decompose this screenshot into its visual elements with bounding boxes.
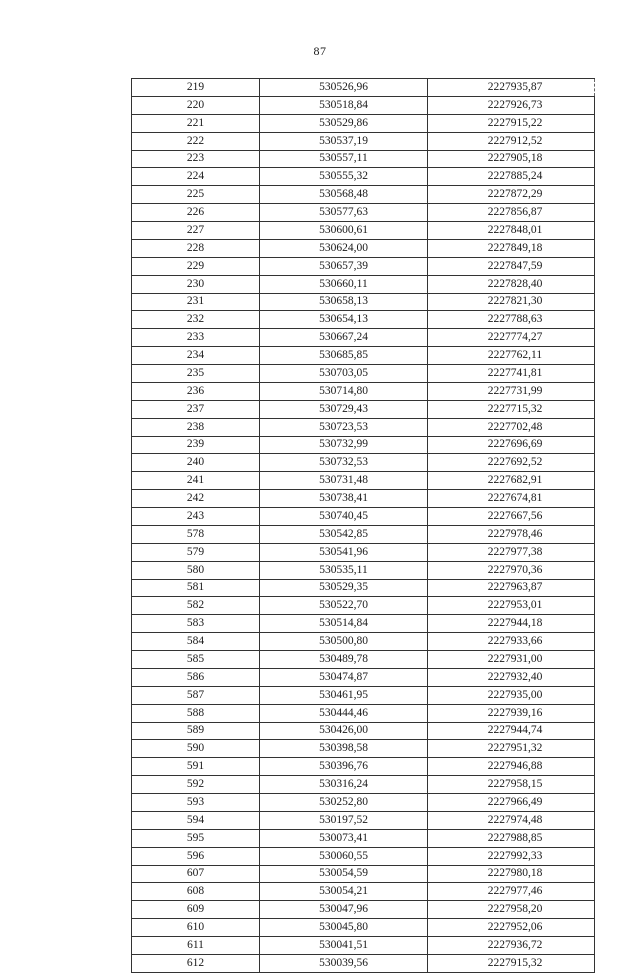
x-coordinate-cell: 530557,11 [260, 150, 428, 168]
x-coordinate-cell: 530577,63 [260, 204, 428, 222]
x-coordinate-cell: 530054,21 [260, 883, 428, 901]
point-number-cell: 221 [132, 114, 260, 132]
x-coordinate-cell: 530600,61 [260, 222, 428, 240]
table-row [132, 668, 595, 686]
x-coordinate-cell: 530054,59 [260, 865, 428, 883]
point-number-cell: 583 [132, 615, 260, 633]
y-coordinate-cell: 2227692,52 [428, 454, 595, 472]
point-number-cell: 584 [132, 633, 260, 651]
y-coordinate-cell: 2227974,48 [428, 811, 595, 829]
y-coordinate-cell: 2227774,27 [428, 329, 595, 347]
point-number-cell: 241 [132, 472, 260, 490]
x-coordinate-cell: 530039,56 [260, 954, 428, 972]
y-coordinate-cell: 2227936,72 [428, 937, 595, 955]
point-number-cell: 239 [132, 436, 260, 454]
point-number-cell: 596 [132, 847, 260, 865]
x-coordinate-cell: 530732,53 [260, 454, 428, 472]
point-number-cell: 609 [132, 901, 260, 919]
point-number-cell: 579 [132, 543, 260, 561]
point-number-cell: 222 [132, 132, 260, 150]
y-coordinate-cell: 2227674,81 [428, 490, 595, 508]
x-coordinate-cell: 530526,96 [260, 79, 428, 97]
point-number-cell: 235 [132, 365, 260, 383]
table-row [132, 79, 595, 97]
y-coordinate-cell: 2227731,99 [428, 382, 595, 400]
point-number-cell: 593 [132, 794, 260, 812]
y-coordinate-cell: 2227915,32 [428, 954, 595, 972]
y-coordinate-cell: 2227952,06 [428, 919, 595, 937]
point-number-cell: 582 [132, 597, 260, 615]
y-coordinate-cell: 2227932,40 [428, 668, 595, 686]
point-number-cell: 220 [132, 96, 260, 114]
x-coordinate-cell: 530667,24 [260, 329, 428, 347]
y-coordinate-cell: 2227872,29 [428, 186, 595, 204]
x-coordinate-cell: 530252,80 [260, 794, 428, 812]
table-row [132, 561, 595, 579]
x-coordinate-cell: 530045,80 [260, 919, 428, 937]
table-row [132, 132, 595, 150]
y-coordinate-cell: 2227847,59 [428, 257, 595, 275]
x-coordinate-cell: 530073,41 [260, 829, 428, 847]
x-coordinate-cell: 530060,55 [260, 847, 428, 865]
point-number-cell: 585 [132, 651, 260, 669]
y-coordinate-cell: 2227958,15 [428, 776, 595, 794]
x-coordinate-cell: 530522,70 [260, 597, 428, 615]
point-number-cell: 243 [132, 508, 260, 526]
point-number-cell: 610 [132, 919, 260, 937]
point-number-cell: 229 [132, 257, 260, 275]
table-row [132, 418, 595, 436]
y-coordinate-cell: 2227856,87 [428, 204, 595, 222]
table-row [132, 651, 595, 669]
y-coordinate-cell: 2227821,30 [428, 293, 595, 311]
table-row [132, 186, 595, 204]
point-number-cell: 242 [132, 490, 260, 508]
y-coordinate-cell: 2227682,91 [428, 472, 595, 490]
x-coordinate-cell: 530624,00 [260, 239, 428, 257]
y-coordinate-cell: 2227970,36 [428, 561, 595, 579]
point-number-cell: 236 [132, 382, 260, 400]
table-row [132, 150, 595, 168]
y-coordinate-cell: 2227885,24 [428, 168, 595, 186]
y-coordinate-cell: 2227848,01 [428, 222, 595, 240]
point-number-cell: 234 [132, 347, 260, 365]
x-coordinate-cell: 530461,95 [260, 686, 428, 704]
table-row [132, 454, 595, 472]
table-row [132, 114, 595, 132]
y-coordinate-cell: 2227788,63 [428, 311, 595, 329]
table-row [132, 293, 595, 311]
point-number-cell: 224 [132, 168, 260, 186]
x-coordinate-cell: 530654,13 [260, 311, 428, 329]
point-number-cell: 580 [132, 561, 260, 579]
table-row [132, 382, 595, 400]
y-coordinate-cell: 2227702,48 [428, 418, 595, 436]
y-coordinate-cell: 2227915,22 [428, 114, 595, 132]
x-coordinate-cell: 530500,80 [260, 633, 428, 651]
table-row [132, 901, 595, 919]
table-row [132, 883, 595, 901]
table-row [132, 329, 595, 347]
table-row [132, 168, 595, 186]
point-number-cell: 607 [132, 865, 260, 883]
coordinates-table-body [132, 79, 595, 973]
y-coordinate-cell: 2227696,69 [428, 436, 595, 454]
point-number-cell: 591 [132, 758, 260, 776]
table-row [132, 865, 595, 883]
point-number-cell: 230 [132, 275, 260, 293]
x-coordinate-cell: 530514,84 [260, 615, 428, 633]
point-number-cell: 594 [132, 811, 260, 829]
page-number: 87 [313, 44, 327, 58]
y-coordinate-cell: 2227944,74 [428, 722, 595, 740]
x-coordinate-cell: 530740,45 [260, 508, 428, 526]
x-coordinate-cell: 530529,86 [260, 114, 428, 132]
y-coordinate-cell: 2227966,49 [428, 794, 595, 812]
x-coordinate-cell: 530555,32 [260, 168, 428, 186]
table-row [132, 829, 595, 847]
table-row [132, 508, 595, 526]
y-coordinate-cell: 2227978,46 [428, 525, 595, 543]
table-row [132, 472, 595, 490]
table-row [132, 794, 595, 812]
y-coordinate-cell: 2227946,88 [428, 758, 595, 776]
x-coordinate-cell: 530041,51 [260, 937, 428, 955]
table-row [132, 686, 595, 704]
x-coordinate-cell: 530197,52 [260, 811, 428, 829]
point-number-cell: 592 [132, 776, 260, 794]
point-number-cell: 612 [132, 954, 260, 972]
y-coordinate-cell: 2227953,01 [428, 597, 595, 615]
table-row [132, 275, 595, 293]
point-number-cell: 588 [132, 704, 260, 722]
y-coordinate-cell: 2227977,38 [428, 543, 595, 561]
table-row [132, 257, 595, 275]
table-row [132, 937, 595, 955]
x-coordinate-cell: 530047,96 [260, 901, 428, 919]
point-number-cell: 225 [132, 186, 260, 204]
y-coordinate-cell: 2227963,87 [428, 579, 595, 597]
table-row [132, 847, 595, 865]
y-coordinate-cell: 2227939,16 [428, 704, 595, 722]
table-row [132, 597, 595, 615]
point-number-cell: 611 [132, 937, 260, 955]
y-coordinate-cell: 2227849,18 [428, 239, 595, 257]
x-coordinate-cell: 530474,87 [260, 668, 428, 686]
y-coordinate-cell: 2227926,73 [428, 96, 595, 114]
table-row [132, 543, 595, 561]
table-row [132, 954, 595, 972]
table-row [132, 722, 595, 740]
y-coordinate-cell: 2227931,00 [428, 651, 595, 669]
x-coordinate-cell: 530714,80 [260, 382, 428, 400]
x-coordinate-cell: 530529,35 [260, 579, 428, 597]
x-coordinate-cell: 530541,96 [260, 543, 428, 561]
y-coordinate-cell: 2227935,87 [428, 79, 595, 97]
point-number-cell: 219 [132, 79, 260, 97]
point-number-cell: 223 [132, 150, 260, 168]
x-coordinate-cell: 530731,48 [260, 472, 428, 490]
x-coordinate-cell: 530732,99 [260, 436, 428, 454]
table-row [132, 704, 595, 722]
table-row [132, 96, 595, 114]
x-coordinate-cell: 530398,58 [260, 740, 428, 758]
y-coordinate-cell: 2227933,66 [428, 633, 595, 651]
point-number-cell: 608 [132, 883, 260, 901]
point-number-cell: 589 [132, 722, 260, 740]
x-coordinate-cell: 530489,78 [260, 651, 428, 669]
point-number-cell: 237 [132, 400, 260, 418]
point-number-cell: 587 [132, 686, 260, 704]
table-row [132, 347, 595, 365]
table-row [132, 776, 595, 794]
y-coordinate-cell: 2227715,32 [428, 400, 595, 418]
table-row [132, 490, 595, 508]
table-row [132, 525, 595, 543]
table-row [132, 579, 595, 597]
point-number-cell: 240 [132, 454, 260, 472]
point-number-cell: 232 [132, 311, 260, 329]
x-coordinate-cell: 530542,85 [260, 525, 428, 543]
x-coordinate-cell: 530738,41 [260, 490, 428, 508]
x-coordinate-cell: 530729,43 [260, 400, 428, 418]
y-coordinate-cell: 2227912,52 [428, 132, 595, 150]
x-coordinate-cell: 530426,00 [260, 722, 428, 740]
table-row [132, 811, 595, 829]
point-number-cell: 581 [132, 579, 260, 597]
table-row [132, 222, 595, 240]
table-row [132, 204, 595, 222]
y-coordinate-cell: 2227905,18 [428, 150, 595, 168]
y-coordinate-cell: 2227992,33 [428, 847, 595, 865]
point-number-cell: 231 [132, 293, 260, 311]
table-row [132, 919, 595, 937]
x-coordinate-cell: 530660,11 [260, 275, 428, 293]
y-coordinate-cell: 2227988,85 [428, 829, 595, 847]
table-row [132, 758, 595, 776]
point-number-cell: 233 [132, 329, 260, 347]
y-coordinate-cell: 2227951,32 [428, 740, 595, 758]
x-coordinate-cell: 530537,19 [260, 132, 428, 150]
table-row [132, 740, 595, 758]
y-coordinate-cell: 2227762,11 [428, 347, 595, 365]
point-number-cell: 578 [132, 525, 260, 543]
table-row [132, 400, 595, 418]
x-coordinate-cell: 530703,05 [260, 365, 428, 383]
point-number-cell: 590 [132, 740, 260, 758]
point-number-cell: 228 [132, 239, 260, 257]
table-row [132, 365, 595, 383]
point-number-cell: 238 [132, 418, 260, 436]
y-coordinate-cell: 2227828,40 [428, 275, 595, 293]
x-coordinate-cell: 530518,84 [260, 96, 428, 114]
x-coordinate-cell: 530396,76 [260, 758, 428, 776]
x-coordinate-cell: 530658,13 [260, 293, 428, 311]
x-coordinate-cell: 530723,53 [260, 418, 428, 436]
y-coordinate-cell: 2227935,00 [428, 686, 595, 704]
point-number-cell: 227 [132, 222, 260, 240]
y-coordinate-cell: 2227741,81 [428, 365, 595, 383]
y-coordinate-cell: 2227980,18 [428, 865, 595, 883]
table-row [132, 239, 595, 257]
x-coordinate-cell: 530657,39 [260, 257, 428, 275]
coordinates-table [131, 78, 595, 973]
table-row [132, 633, 595, 651]
table-row [132, 311, 595, 329]
table-row [132, 436, 595, 454]
y-coordinate-cell: 2227977,46 [428, 883, 595, 901]
x-coordinate-cell: 530685,85 [260, 347, 428, 365]
table-row [132, 615, 595, 633]
x-coordinate-cell: 530316,24 [260, 776, 428, 794]
x-coordinate-cell: 530535,11 [260, 561, 428, 579]
y-coordinate-cell: 2227667,56 [428, 508, 595, 526]
point-number-cell: 586 [132, 668, 260, 686]
y-coordinate-cell: 2227944,18 [428, 615, 595, 633]
point-number-cell: 595 [132, 829, 260, 847]
x-coordinate-cell: 530444,46 [260, 704, 428, 722]
y-coordinate-cell: 2227958,20 [428, 901, 595, 919]
point-number-cell: 226 [132, 204, 260, 222]
x-coordinate-cell: 530568,48 [260, 186, 428, 204]
